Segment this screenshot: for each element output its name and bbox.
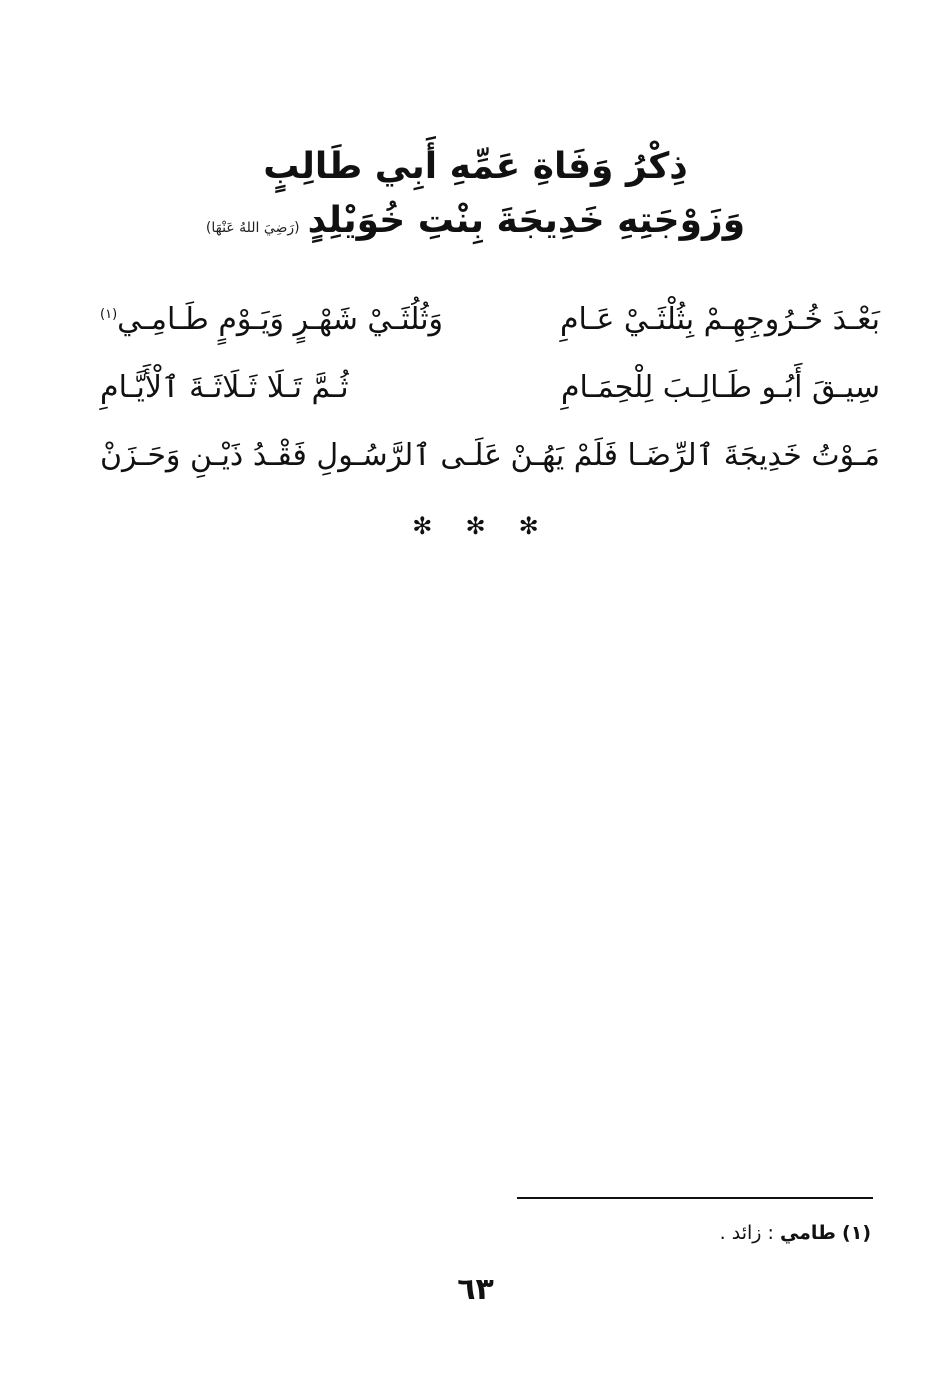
title-line-1: ذِكْرُ وَفَاةِ عَمِّهِ أَبِي طَالِبٍ: [263, 146, 688, 187]
footnote: [720, 1218, 871, 1248]
footnote-reference-mark[interactable]: (١): [100, 307, 118, 322]
poem: [100, 290, 880, 494]
asterisk-ornament: ✻: [465, 512, 486, 540]
verse-1-first-hemistich: بَعْـدَ خُـرُوجِهِـمْ بِثُلْثَـيْ عَـامِ: [559, 302, 880, 337]
verse-1-second-text: وَثُلُثَـيْ شَهْـرٍ وَيَـوْمٍ طَـامِـي: [117, 302, 444, 337]
verse-2-first-hemistich: سِيـقَ أَبُـو طَـالِـبَ لِلْحِمَـامِ: [560, 370, 880, 405]
title-line-2-wrapper: [206, 194, 745, 255]
page-number: ٦٣: [457, 1272, 494, 1307]
footnote-divider: [517, 1197, 873, 1199]
verse-3-second-hemistich: عَلَـى ٱلرَّسُـولِ فَقْـدُ ذَيْـنِ وَحَـزَنْ: [100, 438, 503, 473]
asterisk-ornament: ✻: [518, 512, 539, 540]
footnote-definition: زائد .: [719, 1222, 762, 1244]
section-separator: [0, 512, 951, 540]
verse-3: [100, 426, 880, 494]
footnote-term: طامي: [779, 1222, 836, 1244]
verse-2-second-hemistich: ثُـمَّ تَـلَا ثَـلَاثَـةَ ٱلْأَيَّـامِ: [100, 370, 349, 405]
verse-3-first-hemistich: مَـوْتُ خَدِيجَةَ ٱلرِّضَـا فَلَمْ يَهُـنْ: [510, 438, 880, 473]
chapter-title: [0, 140, 951, 255]
footnote-number: (١): [842, 1222, 871, 1244]
asterisk-ornament: ✻: [412, 512, 433, 540]
title-line-2: وَزَوْجَتِهِ خَدِيجَةَ بِنْتِ خُوَيْلِدٍ: [307, 200, 746, 241]
honorific-phrase: (رَضِيَ اللهُ عَنْهَا): [205, 220, 300, 236]
verse-2: [100, 358, 880, 426]
footnote-colon: :: [767, 1222, 774, 1244]
verse-1-second-hemistich: [100, 290, 443, 350]
verse-1: [100, 290, 880, 358]
